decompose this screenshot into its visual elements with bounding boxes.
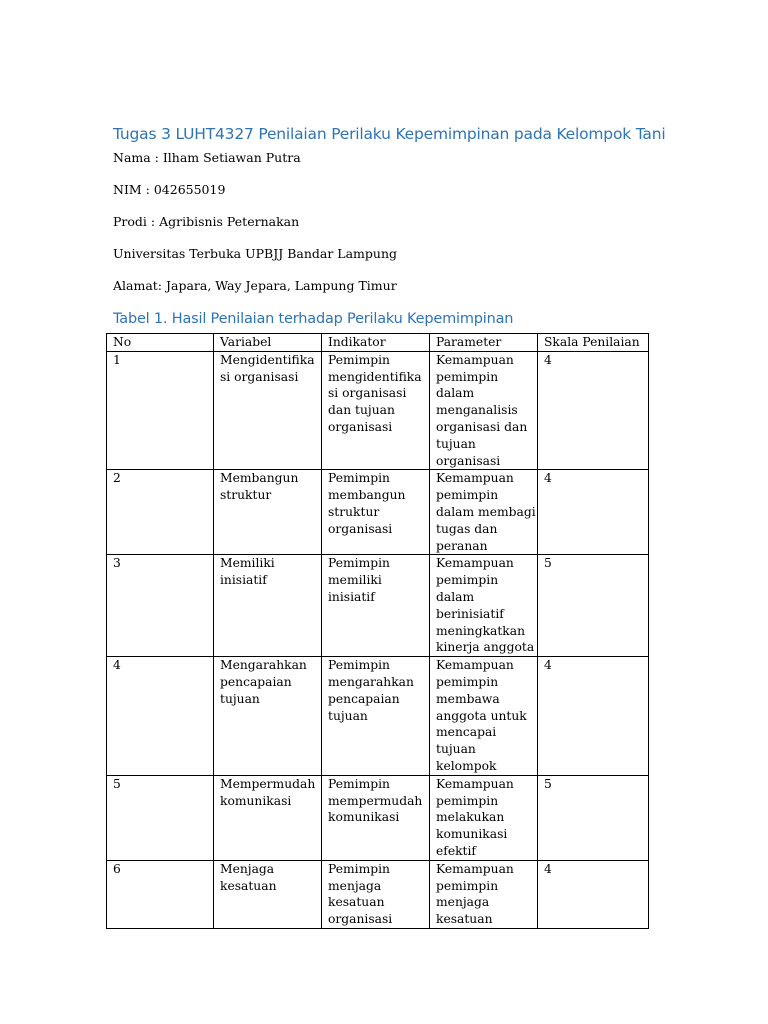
cell-skala-text: 4 bbox=[544, 471, 552, 486]
cell-variabel bbox=[214, 657, 322, 776]
cell-variabel bbox=[214, 470, 322, 555]
cell-parameter bbox=[430, 860, 538, 928]
student-nim: NIM : 042655019 bbox=[113, 182, 226, 197]
cell-no bbox=[107, 351, 214, 470]
cell-skala bbox=[538, 351, 649, 470]
cell-parameter-text: Kemampuan pemimpin dalam menganalisis organisasi dan tujuan organisasi bbox=[436, 352, 528, 468]
cell-indikator-text: Pemimpin mempermudah komunikasi bbox=[328, 776, 423, 825]
cell-no bbox=[107, 860, 214, 928]
cell-skala-text: 4 bbox=[544, 352, 552, 367]
cell-skala-text: 4 bbox=[544, 658, 552, 673]
header-variabel: Variabel bbox=[214, 334, 322, 352]
cell-skala-text: 5 bbox=[544, 776, 552, 791]
table-row bbox=[107, 555, 649, 657]
cell-no-text: 4 bbox=[113, 658, 121, 673]
student-name: Nama : Ilham Setiawan Putra bbox=[113, 150, 301, 165]
cell-parameter bbox=[430, 351, 538, 470]
cell-parameter bbox=[430, 775, 538, 860]
cell-no bbox=[107, 657, 214, 776]
cell-indikator bbox=[322, 555, 430, 657]
cell-variabel-text: Mengarahkan pencapaian tujuan bbox=[220, 658, 307, 706]
header-skala: Skala Penilaian bbox=[538, 334, 649, 352]
document-title: Tugas 3 LUHT4327 Penilaian Perilaku Kepemimpinan pada Kelompok Tani bbox=[113, 125, 666, 143]
cell-parameter bbox=[430, 470, 538, 555]
cell-parameter-text: Kemampuan pemimpin menjaga kesatuan bbox=[436, 861, 514, 927]
cell-skala bbox=[538, 860, 649, 928]
cell-variabel bbox=[214, 775, 322, 860]
address: Alamat: Japara, Way Jepara, Lampung Timur bbox=[113, 278, 397, 293]
cell-no-text: 1 bbox=[113, 352, 121, 367]
header-indikator: Indikator bbox=[322, 334, 430, 352]
cell-skala-text: 4 bbox=[544, 861, 552, 876]
cell-skala bbox=[538, 657, 649, 776]
cell-variabel bbox=[214, 351, 322, 470]
table-row bbox=[107, 775, 649, 860]
cell-parameter-text: Kemampuan pemimpin dalam membagi tugas dan peranan bbox=[436, 471, 536, 553]
cell-variabel-text: Membangun struktur bbox=[220, 471, 299, 503]
table-header-row bbox=[107, 334, 649, 352]
cell-variabel-text: Mengidentifika si organisasi bbox=[220, 352, 315, 384]
cell-variabel bbox=[214, 555, 322, 657]
cell-indikator-text: Pemimpin membangun struktur organisasi bbox=[328, 471, 406, 536]
cell-variabel-text: Mempermudah komunikasi bbox=[220, 776, 316, 808]
cell-indikator bbox=[322, 860, 430, 928]
cell-indikator-text: Pemimpin mengidentifika si organisasi dan tujuan organisasi bbox=[328, 352, 422, 434]
cell-skala bbox=[538, 775, 649, 860]
cell-no-text: 3 bbox=[113, 556, 121, 571]
cell-variabel-text: Menjaga kesatuan bbox=[220, 861, 277, 893]
cell-variabel bbox=[214, 860, 322, 928]
cell-no bbox=[107, 470, 214, 555]
cell-variabel-text: Memiliki inisiatif bbox=[220, 556, 275, 588]
cell-parameter-text: Kemampuan pemimpin melakukan komunikasi efektif bbox=[436, 776, 514, 858]
assessment-table bbox=[106, 333, 649, 929]
cell-indikator-text: Pemimpin menjaga kesatuan organisasi bbox=[328, 861, 393, 927]
table-row bbox=[107, 657, 649, 776]
table-row bbox=[107, 860, 649, 928]
university: Universitas Terbuka UPBJJ Bandar Lampung bbox=[113, 246, 398, 261]
cell-parameter-text: Kemampuan pemimpin membawa anggota untuk mencapai tujuan kelompok bbox=[436, 658, 527, 773]
header-parameter: Parameter bbox=[430, 334, 538, 352]
cell-no-text: 6 bbox=[113, 861, 121, 876]
cell-no-text: 5 bbox=[113, 776, 121, 791]
table-caption: Tabel 1. Hasil Penilaian terhadap Perilaku Kepemimpinan bbox=[113, 311, 514, 327]
table-row bbox=[107, 470, 649, 555]
cell-parameter-text: Kemampuan pemimpin dalam berinisiatif meningkatkan kinerja anggota bbox=[436, 556, 535, 655]
cell-parameter bbox=[430, 555, 538, 657]
cell-skala-text: 5 bbox=[544, 556, 552, 571]
cell-skala bbox=[538, 555, 649, 657]
study-program: Prodi : Agribisnis Peternakan bbox=[113, 214, 300, 229]
cell-indikator bbox=[322, 775, 430, 860]
table-row bbox=[107, 351, 649, 470]
header-no: No bbox=[107, 334, 214, 352]
cell-indikator-text: Pemimpin memiliki inisiatif bbox=[328, 556, 390, 604]
cell-skala bbox=[538, 470, 649, 555]
cell-indikator-text: Pemimpin mengarahkan pencapaian tujuan bbox=[328, 658, 414, 723]
cell-parameter bbox=[430, 657, 538, 776]
cell-no bbox=[107, 555, 214, 657]
cell-no-text: 2 bbox=[113, 471, 121, 486]
cell-no bbox=[107, 775, 214, 860]
cell-indikator bbox=[322, 657, 430, 776]
cell-indikator bbox=[322, 351, 430, 470]
cell-indikator bbox=[322, 470, 430, 555]
